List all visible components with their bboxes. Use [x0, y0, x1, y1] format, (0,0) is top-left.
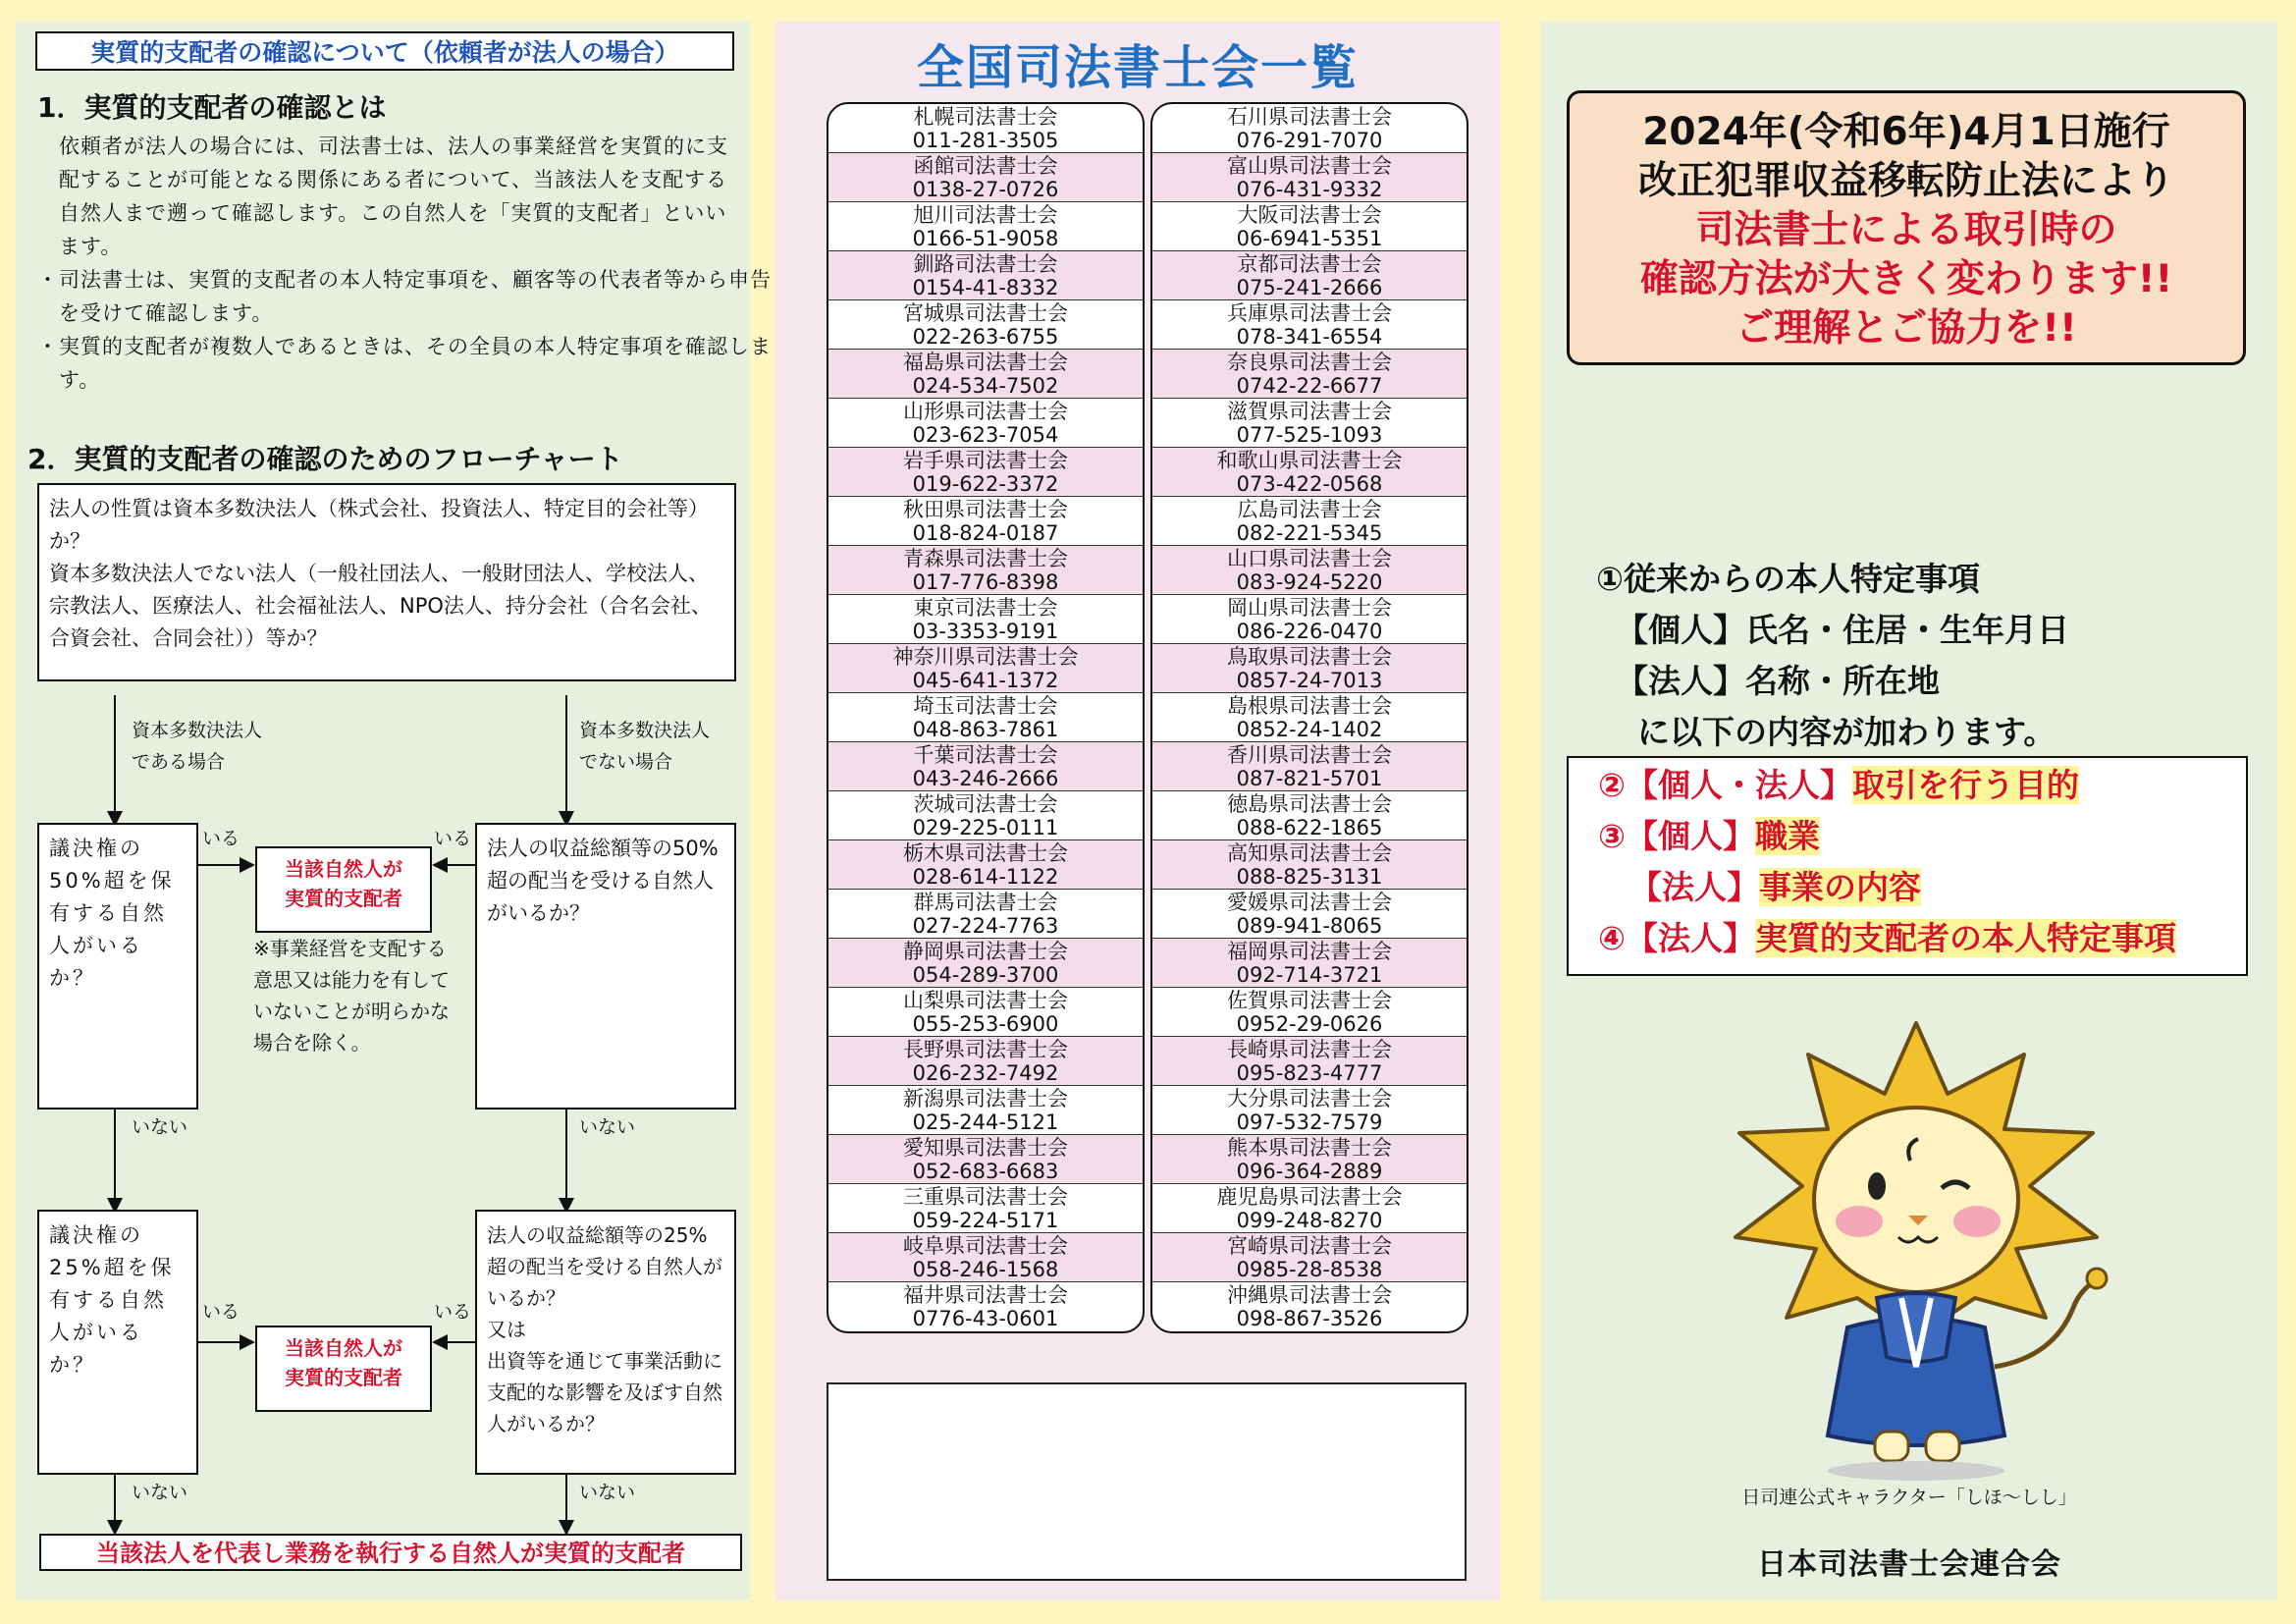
association-entry: [1152, 153, 1467, 202]
association-name: 福岡県司法書士会: [1227, 940, 1392, 963]
cheek-right: [1953, 1206, 2001, 1237]
association-phone: 043-246-2666: [912, 767, 1059, 790]
association-name: 奈良県司法書士会: [1227, 351, 1392, 374]
arrow-line: [114, 1475, 116, 1522]
association-entry: [1152, 1233, 1467, 1282]
association-entry: [828, 742, 1143, 791]
association-entry: [1152, 1086, 1467, 1135]
association-entry: [1152, 890, 1467, 939]
arrow-line: [565, 1475, 567, 1522]
association-phone: 096-364-2889: [1236, 1160, 1383, 1183]
association-phone: 0138-27-0726: [912, 178, 1059, 201]
bullet-1: ・司法書士は、実質的支配者の本人特定事項を、顧客等の代表者等から申告を受けて確認します。: [37, 268, 772, 325]
association-phone: 059-224-5171: [912, 1209, 1059, 1232]
arrow-head: [240, 857, 255, 873]
law-notice-box: [1567, 90, 2246, 365]
association-name: 沖縄県司法書士会: [1227, 1283, 1392, 1307]
answer-box-2: 当該自然人が 実質的支配者: [255, 1326, 432, 1412]
association-phone: 0776-43-0601: [912, 1307, 1059, 1330]
association-phone: 023-623-7054: [912, 423, 1059, 447]
heading-what-is: 1．実質的支配者の確認とは: [37, 91, 387, 124]
association-phone: 024-534-7502: [912, 374, 1059, 398]
association-entry: [1152, 1037, 1467, 1086]
association-phone: 076-291-7070: [1236, 129, 1383, 152]
association-name: 長野県司法書士会: [903, 1038, 1068, 1061]
heading-flowchart: 2．実質的支配者の確認のためのフローチャート: [27, 443, 623, 475]
association-name: 大阪司法書士会: [1237, 203, 1382, 227]
additional-item-3-label: ③【個人】: [1598, 817, 1755, 855]
flow-question-profit50: 法人の収益総額等の50%超の配当を受ける自然人がいるか？: [475, 823, 736, 1110]
association-entry: [828, 939, 1143, 988]
association-phone: 083-924-5220: [1236, 570, 1383, 594]
association-phone: 026-232-7492: [912, 1061, 1059, 1085]
association-entry: [1152, 1135, 1467, 1184]
association-entry: [828, 791, 1143, 840]
association-entry: [1152, 1184, 1467, 1233]
association-phone: 017-776-8398: [912, 570, 1059, 594]
association-entry: [828, 1037, 1143, 1086]
additional-item-3b-label: 【法人】: [1629, 868, 1759, 906]
notice-line-2: 改正犯罪収益移転防止法により: [1637, 159, 2174, 203]
association-entry: [828, 1233, 1143, 1282]
association-name: 群馬司法書士会: [913, 891, 1058, 914]
flow-question-vote25: 議決権の25%超を保有する自然人がいるか？: [37, 1210, 198, 1475]
association-entry: [828, 693, 1143, 742]
association-name: 釧路司法書士会: [913, 252, 1058, 276]
arrow-head: [432, 1334, 448, 1350]
association-name: 神奈川県司法書士会: [892, 645, 1079, 669]
label-yes: いる: [202, 1301, 240, 1323]
stamp-area: [827, 1382, 1467, 1581]
association-phone: 086-226-0470: [1236, 620, 1383, 643]
association-name: 千葉司法書士会: [913, 743, 1058, 767]
association-name: 栃木県司法書士会: [903, 841, 1068, 865]
association-phone: 095-823-4777: [1236, 1061, 1383, 1085]
association-name: 福井県司法書士会: [903, 1283, 1068, 1307]
flow-question-vote50: 議決権の50%超を保有する自然人がいるか？: [37, 823, 198, 1110]
organization-name: 日本司法書士会連合会: [1757, 1547, 2061, 1582]
association-phone: 097-532-7579: [1236, 1110, 1383, 1134]
association-name: 鳥取県司法書士会: [1227, 645, 1392, 669]
association-entry: [828, 988, 1143, 1037]
final-conclusion: 当該法人を代表し業務を執行する自然人が実質的支配者: [39, 1534, 742, 1571]
association-entry: [1152, 840, 1467, 890]
association-entry: [1152, 251, 1467, 300]
association-phone: 0852-24-1402: [1236, 718, 1383, 741]
association-phone: 0742-22-6677: [1236, 374, 1383, 398]
mascot-caption: 日司連公式キャラクター「しほ～しし」: [1741, 1487, 2077, 1508]
arrow-line: [565, 1110, 567, 1200]
association-entry: [828, 546, 1143, 595]
shadow: [1828, 1461, 2004, 1481]
association-name: 福島県司法書士会: [903, 351, 1068, 374]
association-name: 新潟県司法書士会: [903, 1087, 1068, 1110]
association-entry: [1152, 448, 1467, 497]
association-entry: [828, 840, 1143, 890]
association-phone: 076-431-9332: [1236, 178, 1383, 201]
additional-item-2-value: 取引を行う目的: [1851, 766, 2079, 804]
exception-note: ※事業経営を支配する意思又は能力を有していないことが明らかな場合を除く。: [253, 937, 450, 1055]
notice-line-4: 確認方法が大きく変わります!!: [1639, 257, 2173, 301]
association-name: 東京司法書士会: [913, 596, 1058, 620]
section-title: 実質的支配者の確認について（依頼者が法人の場合）: [35, 31, 734, 71]
association-entry: [1152, 693, 1467, 742]
notice-line-3: 司法書士による取引時の: [1695, 208, 2117, 252]
cheek-left: [1836, 1206, 1883, 1237]
association-entry: [828, 104, 1143, 153]
association-phone: 0985-28-8538: [1236, 1258, 1383, 1281]
association-name: 秋田県司法書士会: [903, 498, 1068, 521]
association-entry: [828, 1184, 1143, 1233]
association-entry: [828, 350, 1143, 399]
association-name: 愛媛県司法書士会: [1227, 891, 1392, 914]
association-phone: 06-6941-5351: [1236, 227, 1383, 250]
association-name: 佐賀県司法書士会: [1227, 989, 1392, 1012]
association-name: 広島司法書士会: [1237, 498, 1382, 521]
existing-items-title: ①従来からの本人特定事項: [1596, 560, 1980, 598]
association-name: 島根県司法書士会: [1227, 694, 1392, 718]
association-name: 静岡県司法書士会: [903, 940, 1068, 963]
association-list-column-2: [1150, 102, 1468, 1333]
association-name: 愛知県司法書士会: [903, 1136, 1068, 1160]
association-name: 岡山県司法書士会: [1227, 596, 1392, 620]
association-phone: 0166-51-9058: [912, 227, 1059, 250]
arrow-head: [432, 857, 448, 873]
association-name: 山梨県司法書士会: [903, 989, 1068, 1012]
association-phone: 011-281-3505: [912, 129, 1059, 152]
association-entry: [1152, 202, 1467, 251]
label-no: いない: [132, 1116, 188, 1138]
association-entry: [828, 202, 1143, 251]
bullet-2: ・実質的支配者が複数人であるときは、その全員の本人特定事項を確認します。: [37, 335, 772, 392]
association-entry: [1152, 939, 1467, 988]
association-phone: 029-225-0111: [912, 816, 1059, 839]
flow-question-corp-type: 法人の性質は資本多数決法人（株式会社、投資法人、特定目的会社等）か？ 資本多数決法人でない法人（一般社団法人、一般財団法人、学校法人、宗教法人、医療法人、社会福祉法人、NPO法人、持分会社（合名会社、合資会社、合同会社））等か？: [37, 483, 736, 681]
association-phone: 078-341-6554: [1236, 325, 1383, 349]
existing-corporation: 【法人】名称・所在地: [1616, 662, 1940, 700]
association-phone: 048-863-7861: [912, 718, 1059, 741]
association-name: 埼玉司法書士会: [913, 694, 1058, 718]
arrow-line-right: [565, 695, 567, 813]
arrow-line: [114, 1110, 116, 1200]
association-phone: 0154-41-8332: [912, 276, 1059, 299]
association-name: 長崎県司法書士会: [1227, 1038, 1392, 1061]
association-entry: [1152, 988, 1467, 1037]
association-phone: 088-825-3131: [1236, 865, 1383, 889]
association-name: 旭川司法書士会: [913, 203, 1058, 227]
middle-panel: [775, 22, 1500, 1600]
association-name: 高知県司法書士会: [1227, 841, 1392, 865]
notice-line-5: ご理解とご協力を!!: [1735, 306, 2077, 351]
arrow-line-left: [114, 695, 116, 813]
association-entry: [828, 644, 1143, 693]
association-entry: [1152, 104, 1467, 153]
additional-items-box: [1567, 756, 2248, 976]
association-entry: [1152, 300, 1467, 350]
association-entry: [1152, 350, 1467, 399]
association-name: 函館司法書士会: [913, 154, 1058, 178]
association-phone: 045-641-1372: [912, 669, 1059, 692]
association-phone: 088-622-1865: [1236, 816, 1383, 839]
branch-label-capital: 資本多数決法人 である場合: [132, 720, 263, 773]
label-yes: いる: [434, 1301, 472, 1323]
association-entry: [1152, 546, 1467, 595]
association-phone: 054-289-3700: [912, 963, 1059, 987]
eye-left: [1868, 1172, 1886, 1200]
association-entry: [1152, 644, 1467, 693]
additional-item-4-label: ④【法人】: [1598, 919, 1755, 957]
label-yes: いる: [434, 828, 472, 849]
association-name: 岩手県司法書士会: [903, 449, 1068, 472]
tail-tip: [2087, 1269, 2107, 1288]
association-name: 山口県司法書士会: [1227, 547, 1392, 570]
additional-item-3b-value: 事業の内容: [1759, 868, 1921, 906]
association-name: 青森県司法書士会: [903, 547, 1068, 570]
association-entry: [828, 497, 1143, 546]
association-phone: 055-253-6900: [912, 1012, 1059, 1036]
label-no: いない: [579, 1482, 636, 1503]
association-phone: 025-244-5121: [912, 1110, 1059, 1134]
answer-box-1: 当該自然人が 実質的支配者: [255, 846, 432, 933]
association-name: 三重県司法書士会: [903, 1185, 1068, 1209]
association-name: 山形県司法書士会: [903, 400, 1068, 423]
association-name: 鹿児島県司法書士会: [1216, 1185, 1403, 1209]
association-phone: 028-614-1122: [912, 865, 1059, 889]
association-phone: 087-821-5701: [1236, 767, 1383, 790]
existing-tail: に以下の内容が加わります。: [1637, 713, 2056, 751]
foot-right: [1926, 1432, 1959, 1461]
association-phone: 019-622-3372: [912, 472, 1059, 496]
association-phone: 077-525-1093: [1236, 423, 1383, 447]
notice-line-1: 2024年(令和6年)4月1日施行: [1642, 110, 2170, 154]
association-phone: 098-867-3526: [1236, 1307, 1383, 1330]
association-phone: 018-824-0187: [912, 521, 1059, 545]
association-phone: 03-3353-9191: [912, 620, 1059, 643]
association-entry: [828, 300, 1143, 350]
intro-paragraph: 依頼者が法人の場合には、司法書士は、法人の事業経営を実質的に支配することが可能となる関係にある者について、当該法人を支配する自然人まで遡って確認します。この自然人を「実質的支配者」といいます。: [59, 135, 728, 258]
association-entry: [828, 153, 1143, 202]
association-phone: 0857-24-7013: [1236, 669, 1383, 692]
additional-item-3-value: 職業: [1754, 817, 1820, 855]
association-name: 和歌山県司法書士会: [1216, 449, 1403, 472]
foot-left: [1875, 1432, 1908, 1461]
association-entry: [1152, 497, 1467, 546]
association-phone: 052-683-6683: [912, 1160, 1059, 1183]
association-entry: [1152, 742, 1467, 791]
additional-item-3b: [1629, 866, 1921, 909]
association-phone: 099-248-8270: [1236, 1209, 1383, 1232]
association-name: 富山県司法書士会: [1227, 154, 1392, 178]
association-name: 茨城司法書士会: [913, 792, 1058, 816]
association-name: 大分県司法書士会: [1227, 1087, 1392, 1110]
arrow-head: [240, 1334, 255, 1350]
association-entry: [828, 1135, 1143, 1184]
additional-item-2-label: ②【個人・法人】: [1598, 766, 1852, 804]
label-no: いない: [132, 1482, 188, 1503]
label-no: いない: [579, 1116, 636, 1138]
association-entry: [828, 595, 1143, 644]
association-entry: [828, 399, 1143, 448]
association-name: 徳島県司法書士会: [1227, 792, 1392, 816]
label-yes: いる: [202, 828, 240, 849]
association-name: 香川県司法書士会: [1227, 743, 1392, 767]
mascot-face: [1814, 1108, 2018, 1292]
additional-item-2: [1598, 764, 2079, 807]
association-name: 札幌司法書士会: [913, 105, 1058, 129]
association-entry: [828, 890, 1143, 939]
arrow-line: [446, 1341, 475, 1343]
additional-item-4-value: 実質的支配者の本人特定事項: [1754, 919, 2176, 957]
arrow-line: [446, 864, 475, 866]
association-phone: 082-221-5345: [1236, 521, 1383, 545]
association-list-column-1: [827, 102, 1145, 1333]
association-entry: [828, 1086, 1143, 1135]
right-panel: [1541, 22, 2277, 1600]
existing-individual: 【個人】氏名・住居・生年月日: [1616, 611, 2069, 649]
association-name: 宮城県司法書士会: [903, 301, 1068, 325]
branch-label-noncapital: 資本多数決法人 でない場合: [579, 720, 711, 773]
mascot-illustration: [1700, 1003, 2132, 1485]
association-phone: 075-241-2666: [1236, 276, 1383, 299]
association-name: 京都司法書士会: [1237, 252, 1382, 276]
association-entry: [828, 448, 1143, 497]
association-list-title: 全国司法書士会一覧: [916, 40, 1359, 95]
association-phone: 073-422-0568: [1236, 472, 1383, 496]
association-phone: 022-263-6755: [912, 325, 1059, 349]
association-name: 滋賀県司法書士会: [1227, 400, 1392, 423]
flow-question-profit25: 法人の収益総額等の25%超の配当を受ける自然人がいるか？ 又は 出資等を通じて事業活動に支配的な影響を及ぼす自然人がいるか？: [475, 1210, 736, 1475]
left-panel: [16, 22, 772, 1600]
association-phone: 089-941-8065: [1236, 914, 1383, 938]
association-name: 兵庫県司法書士会: [1227, 301, 1392, 325]
association-entry: [828, 1282, 1143, 1331]
association-entry: [1152, 399, 1467, 448]
association-phone: 058-246-1568: [912, 1258, 1059, 1281]
additional-item-4: [1598, 917, 2176, 960]
association-entry: [1152, 595, 1467, 644]
association-phone: 092-714-3721: [1236, 963, 1383, 987]
association-entry: [1152, 1282, 1467, 1331]
association-phone: 0952-29-0626: [1236, 1012, 1383, 1036]
association-name: 岐阜県司法書士会: [903, 1234, 1068, 1258]
association-name: 宮崎県司法書士会: [1227, 1234, 1392, 1258]
additional-item-3: [1598, 815, 1820, 858]
association-entry: [1152, 791, 1467, 840]
haori: [1877, 1293, 1955, 1362]
association-phone: 027-224-7763: [912, 914, 1059, 938]
association-entry: [828, 251, 1143, 300]
association-name: 石川県司法書士会: [1227, 105, 1392, 129]
association-name: 熊本県司法書士会: [1227, 1136, 1392, 1160]
